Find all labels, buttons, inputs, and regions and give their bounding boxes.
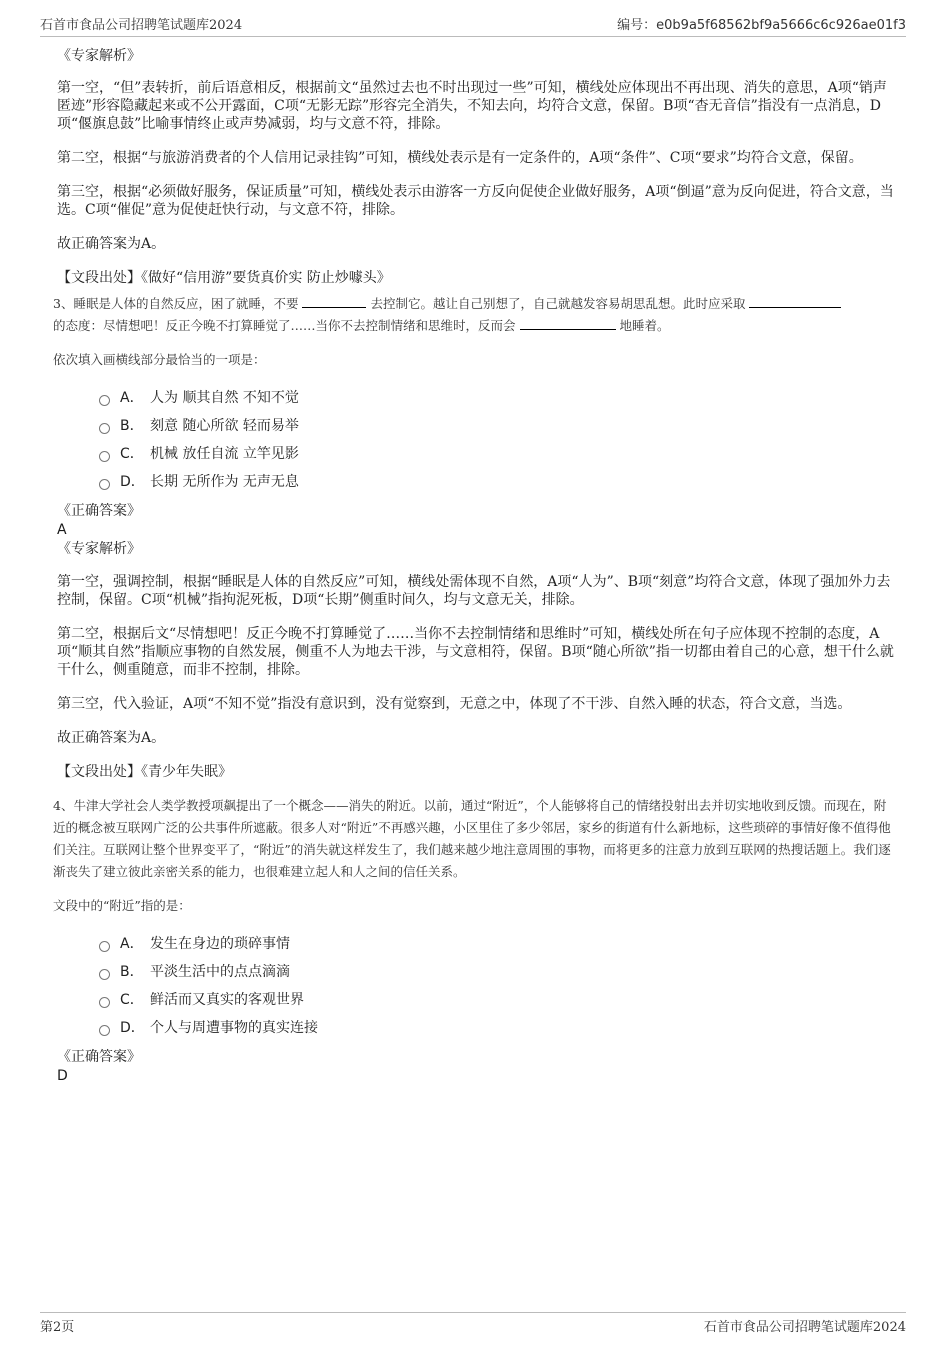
q3-source: 【文段出处】《青少年失眠》 bbox=[57, 764, 232, 780]
q3-analysis-p1: 第一空，强调控制，根据“睡眠是人体的自然反应”可知，横线处需体现不自然，A项“人为”、B项“刻意”均符合文意，体现了强加外力去控制，保留。C项“机械”指拘泥死板，D项“长期”侧重时间久，均与文意无关，排除。 bbox=[57, 574, 891, 608]
page-footer bbox=[40, 1312, 906, 1335]
q4-answer: D bbox=[57, 1068, 68, 1084]
q4-prompt: 文段中的“附近”指的是： bbox=[53, 898, 191, 913]
q3-options bbox=[57, 383, 897, 495]
q2-source: 【文段出处】《做好“信用游”要货真价实 防止炒噱头》 bbox=[57, 270, 391, 286]
q2-analysis-label: 《专家解析》 bbox=[57, 48, 141, 64]
q3-answer-label: 《正确答案》 bbox=[57, 503, 141, 519]
q4-options bbox=[57, 929, 897, 1041]
q3-conclusion: 故正确答案为A。 bbox=[57, 730, 166, 746]
radio-icon[interactable] bbox=[99, 395, 110, 406]
q3-analysis-label: 《专家解析》 bbox=[57, 541, 141, 557]
radio-icon[interactable] bbox=[99, 969, 110, 980]
q4-answer-label: 《正确答案》 bbox=[57, 1049, 141, 1065]
q3-answer: A bbox=[57, 522, 67, 538]
q4-stem: 4、牛津大学社会人类学教授项飙提出了一个概念——消失的附近。以前，通过“附近”，个人能够将自己的情绪投射出去并切实地收到反馈。而现在，附近的概念被互联网广泛的公共事件所遮蔽。很多人对“附近”不再感兴趣，小区里住了多少邻居，家乡的街道有什么新地标，这些琐碎的事情好像不值得他们关注。互联网让整个世界变平了，“附近”的消失就这样发生了，我们越来越少地注意周围的事物，而将更多的注意力放到互联网的热搜话题上。我们逐渐丧失了建立彼此亲密关系的能力，也很难建立起人和人之间的信任关系。 bbox=[53, 798, 891, 879]
q2-analysis-p1: 第一空，“但”表转折，前后语意相反，根据前文“虽然过去也不时出现过一些”可知，横线处应体现出不再出现、消失的意思，A项“销声匿迹”形容隐藏起来或不公开露面，C项“无影无踪”形容完全消失，不知去向，均符合文意，保留。B项“杳无音信”指没有一点消息，D项“偃旗息鼓”比喻事情终止或声势减弱，均与文意不符，排除。 bbox=[57, 80, 887, 132]
radio-icon[interactable] bbox=[99, 941, 110, 952]
q4-option-a[interactable]: A． 发生在身边的琐碎事情 bbox=[57, 929, 897, 957]
radio-icon[interactable] bbox=[99, 479, 110, 490]
q4-option-d[interactable]: D． 个人与周遭事物的真实连接 bbox=[57, 1013, 897, 1041]
q2-conclusion: 故正确答案为A。 bbox=[57, 236, 166, 252]
footer-title: 石首市食品公司招聘笔试题库2024 bbox=[703, 1320, 906, 1335]
q2-analysis-p2: 第二空，根据“与旅游消费者的个人信用记录挂钩”可知，横线处表示是有一定条件的，A项“条件”、C项“要求”均符合文意，保留。 bbox=[57, 150, 863, 166]
radio-icon[interactable] bbox=[99, 451, 110, 462]
q3-analysis-p3: 第三空，代入验证，A项“不知不觉”指没有意识到，没有觉察到，无意之中，体现了不干涉、自然入睡的状态，符合文意，当选。 bbox=[57, 696, 852, 712]
footer-page: 第2页 bbox=[40, 1320, 75, 1335]
radio-icon[interactable] bbox=[99, 423, 110, 434]
q2-analysis-p3: 第三空，根据“必须做好服务，保证质量”可知，横线处表示由游客一方反向促使企业做好服务，A项“倒逼”意为反向促进，符合文意，当选。C项“催促”意为促使赶快行动，与文意不符，排除。 bbox=[57, 184, 894, 218]
radio-icon[interactable] bbox=[99, 1025, 110, 1036]
page-header bbox=[40, 14, 906, 37]
header-code: 编号：e0b9a5f68562bf9a5666c6c926ae01f3 bbox=[617, 18, 906, 33]
q4-option-c[interactable]: C． 鲜活而又真实的客观世界 bbox=[57, 985, 897, 1013]
q3-blank-3 bbox=[520, 317, 616, 330]
q3-blank-2 bbox=[749, 295, 841, 308]
q4-option-b[interactable]: B． 平淡生活中的点点滴滴 bbox=[57, 957, 897, 985]
header-title: 石首市食品公司招聘笔试题库2024 bbox=[40, 18, 243, 33]
q3-analysis-p2: 第二空，根据后文“尽情想吧！反正今晚不打算睡觉了……当你不去控制情绪和思维时”可知，横线处所在句子应体现不控制的态度，A项“顺其自然”指顺应事物的自然发展，侧重不人为地去干涉，与文意相符，保留。B项“随心所欲”指一切都由着自己的心意，想干什么就干什么，侧重随意，而非不控制，排除。 bbox=[57, 626, 894, 678]
q3-blank-1 bbox=[302, 295, 366, 308]
q3-prompt: 依次填入画横线部分最恰当的一项是： bbox=[53, 352, 266, 367]
q3-option-d[interactable]: D． 长期 无所作为 无声无息 bbox=[57, 467, 897, 495]
q3-stem: 3、睡眠是人体的自然反应，困了就睡，不要 去控制它。越让自己别想了，自己就越发容易胡思乱想。此时应采取 的态度：尽情想吧！反正今晚不打算睡觉了……当你不去控制情绪和思维时，反而会 地睡着。 bbox=[53, 293, 897, 337]
q3-option-c[interactable]: C． 机械 放任自流 立竿见影 bbox=[57, 439, 897, 467]
page-content bbox=[53, 46, 897, 1085]
q3-option-a[interactable]: A． 人为 顺其自然 不知不觉 bbox=[57, 383, 897, 411]
q3-option-b[interactable]: B． 刻意 随心所欲 轻而易举 bbox=[57, 411, 897, 439]
radio-icon[interactable] bbox=[99, 997, 110, 1008]
